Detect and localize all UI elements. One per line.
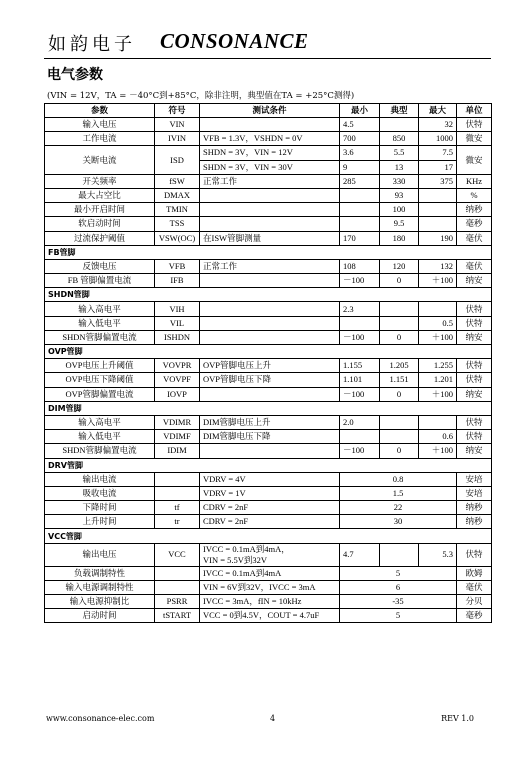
unit-cell: 伏特	[457, 359, 492, 373]
table-row	[45, 515, 492, 529]
unit-cell: 纳安	[457, 274, 492, 288]
symbol-cell	[155, 580, 200, 594]
param-cell: 关断电流	[45, 146, 155, 174]
unit-cell: 纳安	[457, 387, 492, 401]
footer-revision: REV 1.0	[441, 714, 474, 723]
typ-cell: 6	[340, 580, 457, 594]
table-row	[45, 595, 492, 609]
table-row	[45, 231, 492, 245]
condition-cell: 正常工作	[200, 259, 340, 273]
table-row	[45, 188, 492, 202]
max-cell	[419, 217, 457, 231]
condition-cell: 正常工作	[200, 174, 340, 188]
unit-cell: 毫伏	[457, 580, 492, 594]
max-cell: 17	[419, 160, 457, 174]
max-cell: ＋100	[419, 387, 457, 401]
max-cell: 0.5	[419, 316, 457, 330]
symbol-cell: PSRR	[155, 595, 200, 609]
condition-cell: DIM管脚电压上升	[200, 415, 340, 429]
param-cell: 输入高电平	[45, 415, 155, 429]
min-cell	[340, 188, 380, 202]
typ-cell: 330	[380, 174, 419, 188]
header-unit: 单位	[457, 104, 492, 118]
min-cell: 1.155	[340, 359, 380, 373]
group-header-shdn	[45, 288, 492, 302]
unit-cell: 欧姆	[457, 566, 492, 580]
symbol-cell: VFB	[155, 259, 200, 273]
unit-cell: 纳安	[457, 444, 492, 458]
unit-cell: 伏特	[457, 430, 492, 444]
section-title: 电气参数	[47, 67, 103, 83]
table-row	[45, 274, 492, 288]
group-title: DRV管脚	[45, 458, 492, 472]
symbol-cell: VIL	[155, 316, 200, 330]
param-cell: OVP电压下降阈值	[45, 373, 155, 387]
condition-cell: SHDN = 3V，VIN = 12V	[200, 146, 340, 160]
max-cell: 7.5	[419, 146, 457, 160]
min-cell: －100	[340, 444, 380, 458]
param-cell: 最小开启时间	[45, 203, 155, 217]
symbol-cell: fSW	[155, 174, 200, 188]
typ-cell: 120	[380, 259, 419, 273]
unit-cell: 毫秒	[457, 609, 492, 623]
max-cell: ＋100	[419, 330, 457, 344]
symbol-cell: ISD	[155, 146, 200, 174]
symbol-cell: IFB	[155, 274, 200, 288]
group-header-fb	[45, 245, 492, 259]
header-max: 最大	[419, 104, 457, 118]
table-row	[45, 316, 492, 330]
max-cell: 1.255	[419, 359, 457, 373]
condition-cell	[200, 188, 340, 202]
param-cell: 吸收电流	[45, 486, 155, 500]
symbol-cell: IOVP	[155, 387, 200, 401]
table-row	[45, 472, 492, 486]
table-row	[45, 259, 492, 273]
symbol-cell: VOVPF	[155, 373, 200, 387]
param-cell: 反馈电压	[45, 259, 155, 273]
typ-cell: -35	[340, 595, 457, 609]
typ-cell: 30	[340, 515, 457, 529]
footer-website: www.consonance-elec.com	[46, 714, 155, 723]
param-cell: 下降时间	[45, 501, 155, 515]
max-cell: 0.6	[419, 430, 457, 444]
typ-cell: 5	[340, 609, 457, 623]
typ-cell: 1.151	[380, 373, 419, 387]
condition-cell: VFB = 1.3V，VSHDN = 0V	[200, 132, 340, 146]
symbol-cell: VDIMF	[155, 430, 200, 444]
param-cell: 负载调制特性	[45, 566, 155, 580]
header-min: 最小	[340, 104, 380, 118]
company-name-en: CONSONANCE	[160, 29, 309, 53]
param-cell: 输入电源抑制比	[45, 595, 155, 609]
condition-cell	[200, 330, 340, 344]
unit-cell: 毫伏	[457, 231, 492, 245]
typ-cell: 1.205	[380, 359, 419, 373]
min-cell: 285	[340, 174, 380, 188]
condition-line-2: VIN = 5.5V到32V	[203, 554, 268, 565]
symbol-cell: VSW(OC)	[155, 231, 200, 245]
group-title: SHDN管脚	[45, 288, 492, 302]
table-row	[45, 609, 492, 623]
max-cell: ＋100	[419, 444, 457, 458]
symbol-cell: VIN	[155, 118, 200, 132]
typ-cell: 180	[380, 231, 419, 245]
header-symbol: 符号	[155, 104, 200, 118]
condition-cell	[200, 316, 340, 330]
condition-cell: VIN = 6V到32V，IVCC = 3mA	[200, 580, 340, 594]
typ-cell: 1.5	[340, 486, 457, 500]
param-cell: 软启动时间	[45, 217, 155, 231]
condition-cell	[200, 543, 340, 566]
max-cell: 32	[419, 118, 457, 132]
group-title: DIM管脚	[45, 401, 492, 415]
unit-cell: 微安	[457, 146, 492, 174]
table-row	[45, 174, 492, 188]
table-row	[45, 217, 492, 231]
unit-cell: 安培	[457, 486, 492, 500]
header-condition: 测试条件	[200, 104, 340, 118]
symbol-cell	[155, 486, 200, 500]
table-row	[45, 132, 492, 146]
condition-line-1: IVCC = 0.1mA到4mA，	[203, 543, 290, 554]
unit-cell: 伏特	[457, 316, 492, 330]
min-cell: 4.5	[340, 118, 380, 132]
typ-cell: 0.8	[340, 472, 457, 486]
param-cell: SHDN管脚偏置电流	[45, 330, 155, 344]
symbol-cell: TSS	[155, 217, 200, 231]
group-header-dim	[45, 401, 492, 415]
group-header-drv	[45, 458, 492, 472]
param-cell: 输入高电平	[45, 302, 155, 316]
group-title: OVP管脚	[45, 345, 492, 359]
max-cell: ＋100	[419, 274, 457, 288]
unit-cell: 伏特	[457, 415, 492, 429]
condition-cell: OVP管脚电压上升	[200, 359, 340, 373]
symbol-cell: tf	[155, 501, 200, 515]
table-row	[45, 415, 492, 429]
table-row	[45, 330, 492, 344]
symbol-cell: VCC	[155, 543, 200, 566]
condition-cell: CDRV = 2nF	[200, 501, 340, 515]
max-cell: 132	[419, 259, 457, 273]
param-cell: OVP管脚偏置电流	[45, 387, 155, 401]
condition-cell: VDRV = 4V	[200, 472, 340, 486]
symbol-cell: IDIM	[155, 444, 200, 458]
symbol-cell: VDIMR	[155, 415, 200, 429]
typ-cell	[380, 430, 419, 444]
condition-cell	[200, 217, 340, 231]
symbol-cell: VIH	[155, 302, 200, 316]
param-cell: 开关频率	[45, 174, 155, 188]
typ-cell	[380, 118, 419, 132]
group-title: FB管脚	[45, 245, 492, 259]
min-cell: 3.6	[340, 146, 380, 160]
min-cell: 170	[340, 231, 380, 245]
group-header-vcc	[45, 529, 492, 543]
symbol-cell: tr	[155, 515, 200, 529]
table-row	[45, 387, 492, 401]
condition-cell: SHDN = 3V，VIN = 30V	[200, 160, 340, 174]
symbol-cell: VOVPR	[155, 359, 200, 373]
header-param: 参数	[45, 104, 155, 118]
param-cell: 启动时间	[45, 609, 155, 623]
typ-cell	[380, 302, 419, 316]
min-cell: 9	[340, 160, 380, 174]
param-cell: 输出电压	[45, 543, 155, 566]
unit-cell: 纳秒	[457, 203, 492, 217]
typ-cell: 0	[380, 330, 419, 344]
condition-cell: OVP管脚电压下降	[200, 373, 340, 387]
symbol-cell: TMIN	[155, 203, 200, 217]
unit-cell: 伏特	[457, 543, 492, 566]
table-row	[45, 373, 492, 387]
condition-cell: IVCC = 3mA，fIN = 10kHz	[200, 595, 340, 609]
param-cell: 最大占空比	[45, 188, 155, 202]
unit-cell: 伏特	[457, 302, 492, 316]
unit-cell: 分贝	[457, 595, 492, 609]
param-cell: 输入电压	[45, 118, 155, 132]
min-cell: 1.101	[340, 373, 380, 387]
table-row	[45, 543, 492, 566]
param-cell: SHDN管脚偏置电流	[45, 444, 155, 458]
unit-cell: 纳秒	[457, 501, 492, 515]
max-cell	[419, 188, 457, 202]
unit-cell: 微安	[457, 132, 492, 146]
max-cell: 5.3	[419, 543, 457, 566]
header-rule	[44, 58, 491, 59]
symbol-cell: tSTART	[155, 609, 200, 623]
typ-cell: 850	[380, 132, 419, 146]
typ-cell: 0	[380, 274, 419, 288]
min-cell: －100	[340, 330, 380, 344]
typ-cell	[380, 316, 419, 330]
condition-cell	[200, 118, 340, 132]
typ-cell: 0	[380, 387, 419, 401]
table-row	[45, 580, 492, 594]
max-cell	[419, 203, 457, 217]
table-row	[45, 501, 492, 515]
param-cell: 输入低电平	[45, 430, 155, 444]
unit-cell: 伏特	[457, 373, 492, 387]
typ-cell: 5.5	[380, 146, 419, 160]
condition-cell	[200, 274, 340, 288]
max-cell: 1000	[419, 132, 457, 146]
table-row	[45, 444, 492, 458]
typ-cell: 5	[340, 566, 457, 580]
min-cell: 2.3	[340, 302, 380, 316]
condition-cell	[200, 444, 340, 458]
table-row	[45, 203, 492, 217]
table-row	[45, 486, 492, 500]
header-typ: 典型	[380, 104, 419, 118]
symbol-cell: IVIN	[155, 132, 200, 146]
condition-cell: VCC = 0到4.5V，COUT = 4.7uF	[200, 609, 340, 623]
table-header-row	[45, 104, 492, 118]
condition-cell: 在ISW管脚测量	[200, 231, 340, 245]
min-cell	[340, 217, 380, 231]
typ-cell: 9.5	[380, 217, 419, 231]
electrical-parameters-table	[44, 103, 492, 623]
min-cell	[340, 203, 380, 217]
condition-cell: VDRV = 1V	[200, 486, 340, 500]
min-cell: －100	[340, 387, 380, 401]
condition-cell	[200, 302, 340, 316]
param-cell: 输入电源调制特性	[45, 580, 155, 594]
table-row	[45, 566, 492, 580]
table-row	[45, 146, 492, 160]
condition-cell: CDRV = 2nF	[200, 515, 340, 529]
param-cell: 上升时间	[45, 515, 155, 529]
min-cell: 700	[340, 132, 380, 146]
unit-cell: 纳安	[457, 330, 492, 344]
typ-cell: 93	[380, 188, 419, 202]
max-cell: 190	[419, 231, 457, 245]
unit-cell: 纳秒	[457, 515, 492, 529]
symbol-cell: ISHDN	[155, 330, 200, 344]
symbol-cell	[155, 472, 200, 486]
min-cell: －100	[340, 274, 380, 288]
max-cell	[419, 415, 457, 429]
symbol-cell: DMAX	[155, 188, 200, 202]
param-cell: 输出电流	[45, 472, 155, 486]
footer-page-number: 4	[270, 714, 276, 723]
condition-cell	[200, 203, 340, 217]
param-cell: 输入低电平	[45, 316, 155, 330]
condition-cell: DIM管脚电压下降	[200, 430, 340, 444]
typ-cell: 0	[380, 444, 419, 458]
table-row	[45, 359, 492, 373]
table-row	[45, 118, 492, 132]
unit-cell: %	[457, 188, 492, 202]
typ-cell: 22	[340, 501, 457, 515]
param-cell: OVP电压上升阈值	[45, 359, 155, 373]
max-cell	[419, 302, 457, 316]
min-cell: 108	[340, 259, 380, 273]
unit-cell: 毫伏	[457, 259, 492, 273]
table-row	[45, 430, 492, 444]
unit-cell: 伏特	[457, 118, 492, 132]
unit-cell: KHz	[457, 174, 492, 188]
min-cell	[340, 316, 380, 330]
table-row	[45, 302, 492, 316]
param-cell: 过流保护阈值	[45, 231, 155, 245]
unit-cell: 安培	[457, 472, 492, 486]
max-cell: 1.201	[419, 373, 457, 387]
min-cell	[340, 430, 380, 444]
param-cell: FB 管脚偏置电流	[45, 274, 155, 288]
group-header-ovp	[45, 345, 492, 359]
param-cell: 工作电流	[45, 132, 155, 146]
group-title: VCC管脚	[45, 529, 492, 543]
company-name-cn: 如韵电子	[48, 34, 136, 55]
symbol-cell	[155, 566, 200, 580]
unit-cell: 毫秒	[457, 217, 492, 231]
condition-cell: IVCC = 0.1mA到4mA	[200, 566, 340, 580]
max-cell: 375	[419, 174, 457, 188]
typ-cell	[380, 543, 419, 566]
condition-cell	[200, 387, 340, 401]
typ-cell: 100	[380, 203, 419, 217]
min-cell: 2.0	[340, 415, 380, 429]
typ-cell	[380, 415, 419, 429]
test-conditions-note: (VIN = 12V，TA = －40°C到+85°C，除非注明，典型值在TA = +25°C测得)	[47, 91, 355, 101]
typ-cell: 13	[380, 160, 419, 174]
min-cell: 4.7	[340, 543, 380, 566]
